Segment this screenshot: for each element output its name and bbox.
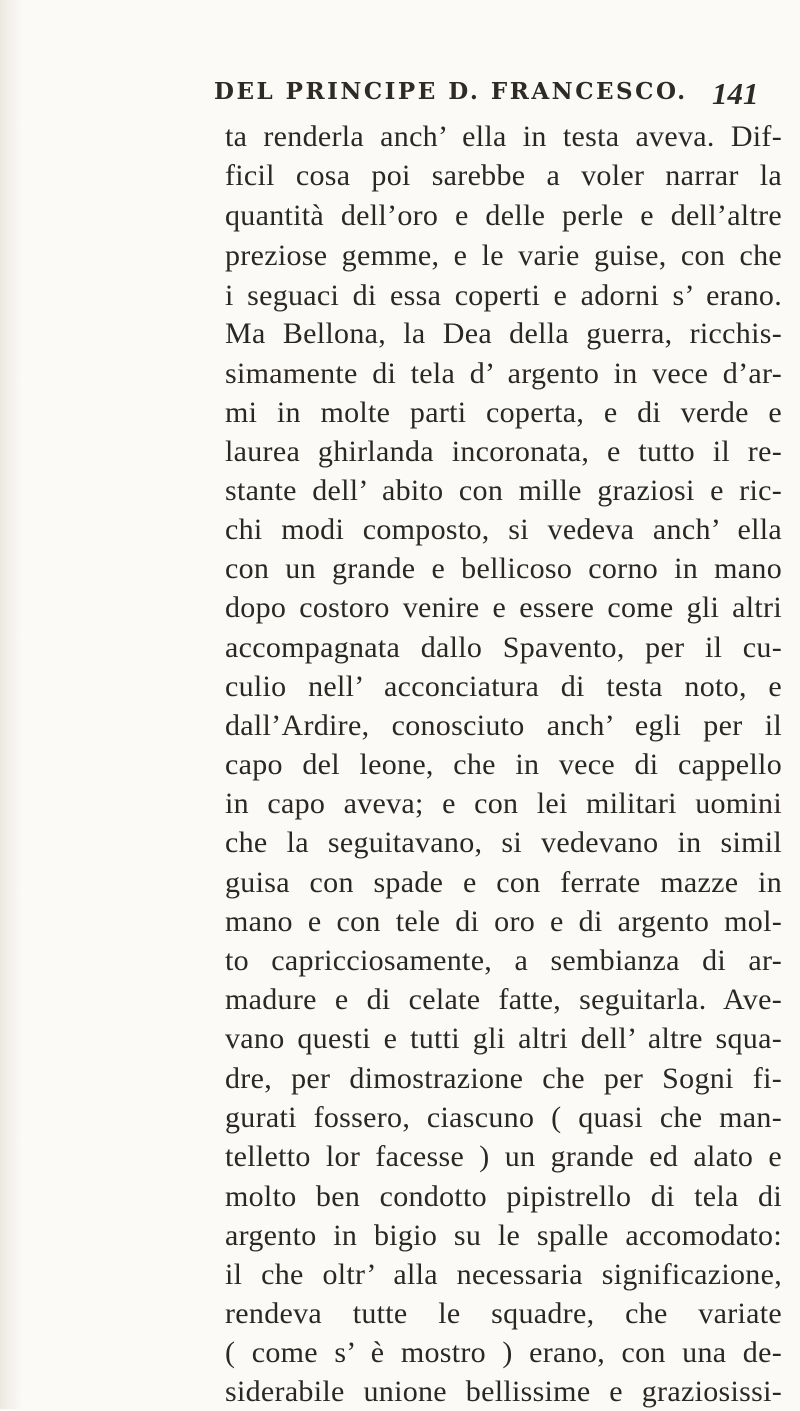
text-line: dre, per dimostrazione che per Sogni fi- (225, 1062, 782, 1095)
text-line: chi modi composto, si vedeva anch’ ella (225, 513, 782, 546)
text-line: madure e di celate fatte, seguitarla. Ave- (225, 983, 782, 1016)
page-header (0, 78, 800, 118)
text-line: dall’Ardire, conosciuto anch’ egli per il (225, 709, 782, 742)
page-number: 141 (712, 76, 759, 111)
page-gutter (0, 0, 22, 1409)
text-line: mano e con tele di oro e di argento mol- (225, 905, 782, 938)
text-line: simamente di tela d’ argento in vece d’ar- (225, 357, 782, 390)
text-line: dopo costoro venire e essere come gli altri (225, 591, 782, 624)
text-line: to capricciosamente, a sembianza di ar- (225, 944, 782, 977)
text-line: accompagnata dallo Spavento, per il cu- (225, 631, 782, 664)
text-line: Ma Bellona, la Dea della guerra, ricchis- (225, 317, 782, 350)
text-line: quantità dell’oro e delle perle e dell’altre (225, 199, 782, 232)
text-line: laurea ghirlanda incoronata, e tutto il re- (225, 435, 782, 468)
text-line: stante dell’ abito con mille graziosi e ric- (225, 474, 782, 507)
text-line: capo del leone, che in vece di cappello (225, 748, 782, 781)
text-line: con un grande e bellicoso corno in mano (225, 552, 782, 585)
text-line: ( come s’ è mostro ) erano, con una de- (225, 1336, 782, 1369)
text-line: molto ben condotto pipistrello di tela di (225, 1180, 782, 1213)
text-line: ficil cosa poi sarebbe a voler narrar la (225, 159, 782, 192)
text-line: telletto lor facesse ) un grande ed alato e (225, 1140, 782, 1173)
text-line: mi in molte parti coperta, e di verde e (225, 396, 782, 429)
text-line: rendeva tutte le squadre, che variate (225, 1297, 782, 1330)
text-line: vano questi e tutti gli altri dell’ altre squa- (225, 1022, 782, 1055)
text-line: culio nell’ acconciatura di testa noto, e (225, 670, 782, 703)
running-head: DEL PRINCIPE D. FRANCESCO. (214, 78, 688, 105)
text-line: gurati fossero, ciascuno ( quasi che man- (225, 1101, 782, 1134)
text-line: che la seguitavano, si vedevano in simil (225, 826, 782, 859)
text-line: i seguaci di essa coperti e adorni s’ erano. (225, 279, 782, 312)
text-line: il che oltr’ alla necessaria significazione, (225, 1258, 782, 1291)
text-line: preziose gemme, e le varie guise, con che (225, 239, 782, 272)
text-line: ta renderla anch’ ella in testa aveva. Dif- (225, 120, 782, 153)
text-line: guisa con spade e con ferrate mazze in (225, 866, 782, 899)
text-line: argento in bigio su le spalle accomodato: (225, 1219, 782, 1252)
text-line: siderabile unione bellissime e graziosissi- (225, 1375, 782, 1408)
text-line: in capo aveva; e con lei militari uomini (225, 787, 782, 820)
